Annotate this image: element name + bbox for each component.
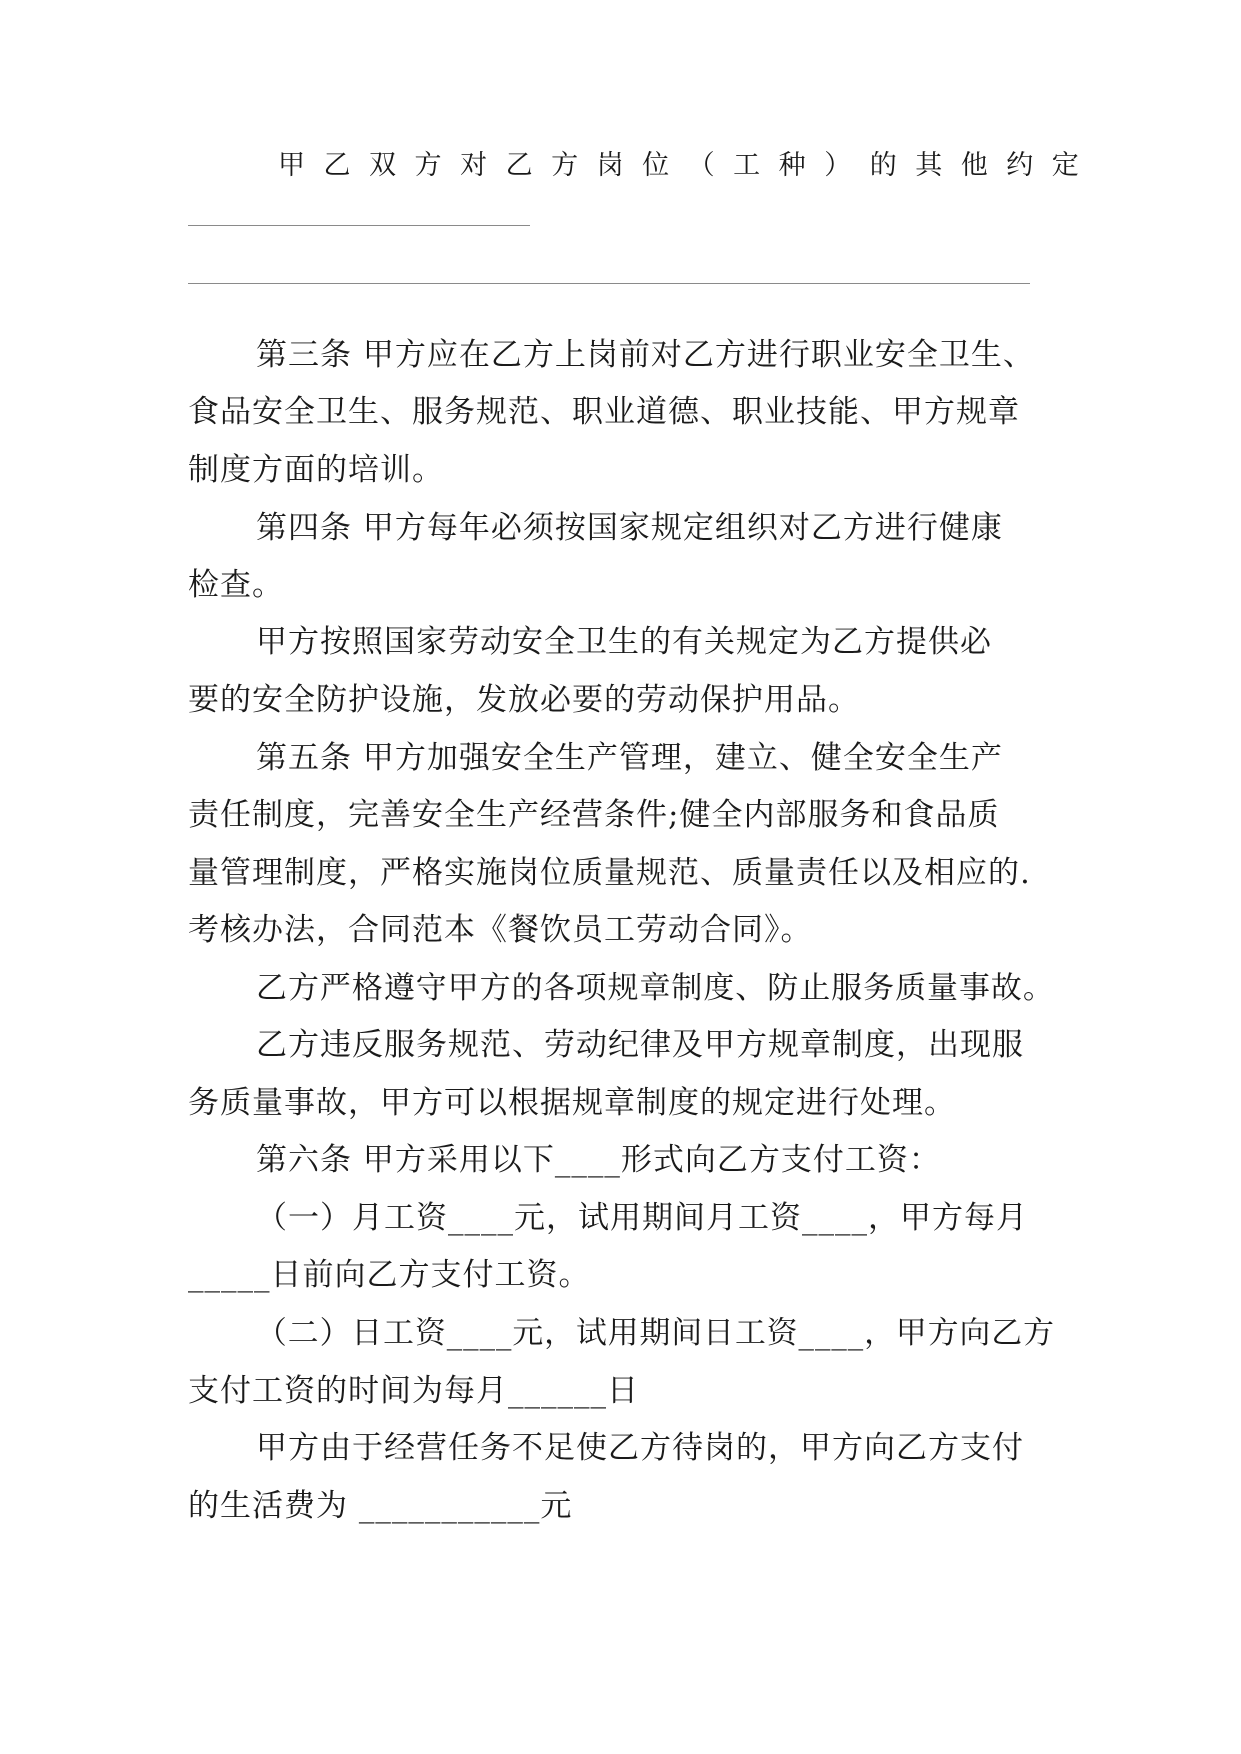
article-5-line-3: 量管理制度，严格实施岗位质量规范、质量责任以及相应的. bbox=[188, 855, 1031, 891]
article-5-line-1: 第五条 甲方加强安全生产管理，建立、健全安全生产 bbox=[256, 740, 1003, 776]
safety-line-2: 要的安全防护设施，发放必要的劳动保护用品。 bbox=[188, 682, 860, 718]
safety-line-1: 甲方按照国家劳动安全卫生的有关规定为乙方提供必 bbox=[256, 624, 992, 660]
daily-wage-line-1: （二）日工资____元，试用期间日工资____，甲方向乙方 bbox=[256, 1315, 1055, 1351]
monthly-wage-line-1: （一）月工资____元，试用期间月工资____，甲方每月 bbox=[256, 1200, 1028, 1236]
standby-line-1: 甲方由于经营任务不足使乙方待岗的，甲方向乙方支付 bbox=[256, 1430, 1024, 1466]
article-5-line-4: 考核办法，合同范本《餐饮员工劳动合同》。 bbox=[188, 912, 813, 948]
article-5-line-2: 责任制度，完善安全生产经营条件;健全内部服务和食品质 bbox=[188, 797, 1000, 833]
article-3-line-2: 食品安全卫生、服务规范、职业道德、职业技能、甲方规章 bbox=[188, 394, 1020, 430]
standby-line-2: 的生活费为 ___________元 bbox=[188, 1488, 573, 1524]
line-other-agreement: 甲乙双方对乙方岗位（工种）的其他约定 bbox=[278, 150, 1098, 181]
article-3-line-3: 制度方面的培训。 bbox=[188, 452, 444, 488]
blank-line-1 bbox=[188, 225, 530, 226]
violation-line-2: 务质量事故，甲方可以根据规章制度的规定进行处理。 bbox=[188, 1085, 956, 1121]
daily-wage-line-2: 支付工资的时间为每月______日 bbox=[188, 1373, 639, 1409]
article-6-line: 第六条 甲方采用以下____形式向乙方支付工资： bbox=[256, 1142, 941, 1178]
compliance-line: 乙方严格遵守甲方的各项规章制度、防止服务质量事故。 bbox=[256, 970, 1055, 1006]
blank-line-2 bbox=[188, 283, 1030, 284]
article-4-line-1: 第四条 甲方每年必须按国家规定组织对乙方进行健康 bbox=[256, 510, 1003, 546]
monthly-wage-line-2: _____日前向乙方支付工资。 bbox=[188, 1257, 591, 1293]
violation-line-1: 乙方违反服务规范、劳动纪律及甲方规章制度，出现服 bbox=[256, 1027, 1024, 1063]
article-3-line-1: 第三条 甲方应在乙方上岗前对乙方进行职业安全卫生、 bbox=[256, 337, 1035, 373]
article-4-line-2: 检查。 bbox=[188, 567, 284, 603]
